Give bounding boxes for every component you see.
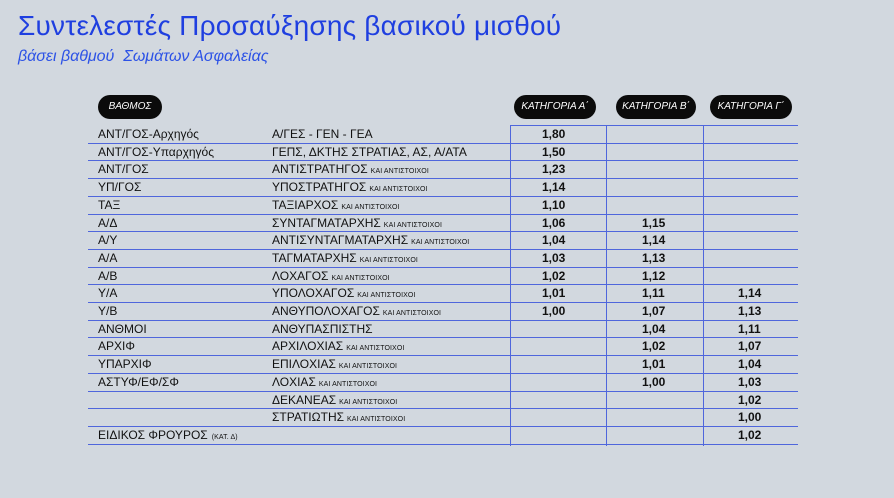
rank-cell xyxy=(98,427,238,444)
table-row xyxy=(0,179,894,196)
rank-cell xyxy=(98,126,199,143)
table-row xyxy=(0,321,894,338)
equivalent-rank-label: ΑΡΧΙΛΟΧΙΑΣ xyxy=(272,339,344,354)
rank-label: ΑΝΤ/ΓΟΣ xyxy=(98,162,149,177)
equivalent-rank-label: ΤΑΓΜΑΤΑΡΧΗΣ xyxy=(272,250,357,265)
table-row xyxy=(0,356,894,373)
rank-label: ΑΝΘΜΟΙ xyxy=(98,321,147,336)
table-row xyxy=(0,285,894,302)
category-b-value: 1,00 xyxy=(642,374,666,389)
table-row xyxy=(0,338,894,355)
equivalent-rank-cell xyxy=(272,161,429,178)
category-a-value: 1,03 xyxy=(542,250,566,265)
category-c-value: 1,14 xyxy=(738,286,762,301)
rank-label: Υ/Α xyxy=(98,286,118,301)
equivalent-rank-label: ΕΠΙΛΟΧΙΑΣ xyxy=(272,357,336,372)
equivalent-rank-label: ΑΝΘΥΠΑΣΠΙΣΤΗΣ xyxy=(272,321,373,336)
equivalent-note: ΚΑΙ ΑΝΤΙΣΤΟΙΧΟΙ xyxy=(341,203,400,211)
table-row xyxy=(0,197,894,214)
category-a-value: 1,10 xyxy=(542,197,566,212)
equivalent-note: ΚΑΙ ΑΝΤΙΣΤΟΙΧΟΙ xyxy=(383,221,443,229)
equivalent-rank-cell xyxy=(272,356,397,373)
rank-label: ΑΝΤ/ΓΟΣ-Υπαρχηγός xyxy=(98,144,214,159)
table-row xyxy=(0,215,894,232)
equivalent-rank-cell xyxy=(272,215,442,232)
category-c-value: 1,00 xyxy=(738,410,762,425)
equivalent-rank-label: ΔΕΚΑΝΕΑΣ xyxy=(272,392,337,407)
equivalent-note: ΚΑΙ ΑΝΤΙΣΤΟΙΧΟΙ xyxy=(357,292,416,300)
row-divider xyxy=(88,444,798,445)
equivalent-rank-cell xyxy=(272,179,428,196)
rank-cell xyxy=(98,303,117,320)
equivalent-rank-label: Α/ΓΕΣ - ΓΕΝ - ΓΕΑ xyxy=(272,127,373,141)
equivalent-note: ΚΑΙ ΑΝΤΙΣΤΟΙΧΟΙ xyxy=(411,239,470,247)
category-a-value: 1,06 xyxy=(542,215,566,230)
equivalent-rank-label: ΥΠΟΣΤΡΑΤΗΓΟΣ xyxy=(272,180,367,195)
table-row xyxy=(0,268,894,285)
equivalent-note: ΚΑΙ ΑΝΤΙΣΤΟΙΧΟΙ xyxy=(338,363,398,371)
category-c-value: 1,03 xyxy=(738,374,762,389)
rank-label: Α/Α xyxy=(98,250,118,265)
equivalent-rank-label: ΤΑΞΙΑΡΧΟΣ xyxy=(272,197,339,212)
table-row xyxy=(0,427,894,444)
rank-cell xyxy=(98,215,117,232)
rank-label: ΥΠΑΡΧΙΦ xyxy=(98,357,152,372)
rank-cell xyxy=(98,321,147,338)
page-subtitle: βάσει βαθμού Σωμάτων Ασφαλείας xyxy=(18,48,269,65)
rank-note: (ΚΑΤ. Δ) xyxy=(211,433,238,441)
table-row xyxy=(0,409,894,426)
rank-cell xyxy=(98,250,117,267)
header-cat-b-pill: ΚΑΤΗΓΟΡΙΑ Β΄ xyxy=(616,95,696,119)
rank-label: ΥΠ/ΓΟΣ xyxy=(98,180,142,195)
header-rank-pill: ΒΑΘΜΟΣ xyxy=(98,95,162,119)
equivalent-note: ΚΑΙ ΑΝΤΙΣΤΟΙΧΟΙ xyxy=(318,380,378,388)
page-title: Συντελεστές Προσαύξησης βασικού μισθού xyxy=(18,10,562,41)
equivalent-rank-cell xyxy=(272,392,397,409)
category-a-value: 1,02 xyxy=(542,268,566,283)
rank-label: ΑΝΤ/ΓΟΣ-Αρχηγός xyxy=(98,127,199,141)
rank-label: ΑΡΧΙΦ xyxy=(98,339,135,354)
header-cat-a-pill: ΚΑΤΗΓΟΡΙΑ Α΄ xyxy=(514,95,596,119)
category-a-value: 1,80 xyxy=(542,127,566,141)
header-cat-c-pill: ΚΑΤΗΓΟΡΙΑ Γ΄ xyxy=(710,95,792,119)
category-c-value: 1,02 xyxy=(738,427,762,442)
category-b-value: 1,01 xyxy=(642,357,666,372)
table-row xyxy=(0,161,894,178)
equivalent-rank-cell xyxy=(272,285,415,302)
equivalent-rank-label: ΣΥΝΤΑΓΜΑΤΑΡΧΗΣ xyxy=(272,215,381,230)
category-a-value: 1,50 xyxy=(542,144,566,159)
equivalent-rank-cell xyxy=(272,250,418,267)
category-b-value: 1,02 xyxy=(642,339,666,354)
rank-cell xyxy=(98,232,117,249)
category-a-value: 1,04 xyxy=(542,233,566,248)
equivalent-rank-label: ΓΕΠΣ, ΔΚΤΗΣ ΣΤΡΑΤΙΑΣ, ΑΣ, Α/ΑΤΑ xyxy=(272,144,467,159)
equivalent-rank-cell xyxy=(272,268,390,285)
category-b-value: 1,13 xyxy=(642,250,666,265)
table-row xyxy=(0,250,894,267)
category-c-value: 1,13 xyxy=(738,304,762,318)
equivalent-note: ΚΑΙ ΑΝΤΙΣΤΟΙΧΟΙ xyxy=(346,345,405,353)
equivalent-note: ΚΑΙ ΑΝΤΙΣΤΟΙΧΟΙ xyxy=(339,398,398,406)
category-c-value: 1,11 xyxy=(738,321,761,336)
equivalent-note: ΚΑΙ ΑΝΤΙΣΤΟΙΧΟΙ xyxy=(347,416,406,424)
rank-cell xyxy=(98,197,120,214)
rank-cell xyxy=(98,338,135,355)
category-b-value: 1,07 xyxy=(642,304,666,318)
table-row xyxy=(0,232,894,249)
equivalent-rank-cell xyxy=(272,321,373,338)
category-c-value: 1,02 xyxy=(738,392,762,407)
equivalent-note: ΚΑΙ ΑΝΤΙΣΤΟΙΧΟΙ xyxy=(370,168,429,176)
rank-label: Υ/Β xyxy=(98,304,118,318)
category-b-value: 1,12 xyxy=(642,268,666,283)
table-row xyxy=(0,392,894,409)
rank-label: ΑΣΤΥΦ/ΕΦ/ΣΦ xyxy=(98,374,179,389)
equivalent-rank-cell xyxy=(272,197,400,214)
equivalent-rank-label: ΥΠΟΛΟΧΑΓΟΣ xyxy=(272,286,355,301)
rank-cell xyxy=(98,356,152,373)
table-row xyxy=(0,374,894,391)
equivalent-rank-label: ΑΝΤΙΣΥΝΤΑΓΜΑΤΑΡΧΗΣ xyxy=(272,233,409,248)
equivalent-note: ΚΑΙ ΑΝΤΙΣΤΟΙΧΟΙ xyxy=(331,274,390,282)
category-c-value: 1,04 xyxy=(738,357,762,372)
table-row xyxy=(0,144,894,161)
rank-label: Α/Υ xyxy=(98,233,118,248)
equivalent-rank-cell xyxy=(272,232,469,249)
rank-cell xyxy=(98,144,214,161)
rank-label: ΕΙΔΙΚΟΣ ΦΡΟΥΡΟΣ xyxy=(98,427,208,442)
equivalent-rank-cell xyxy=(272,126,373,143)
category-c-value: 1,07 xyxy=(738,339,762,354)
category-b-value: 1,04 xyxy=(642,321,666,336)
category-a-value: 1,01 xyxy=(542,286,566,301)
rank-cell xyxy=(98,179,141,196)
table-row xyxy=(0,126,894,143)
rank-cell xyxy=(98,161,149,178)
equivalent-rank-label: ΑΝΘΥΠΟΛΟΧΑΓΟΣ xyxy=(272,304,380,318)
equivalent-note: ΚΑΙ ΑΝΤΙΣΤΟΙΧΟΙ xyxy=(359,256,418,264)
category-a-value: 1,00 xyxy=(542,304,566,318)
category-b-value: 1,11 xyxy=(642,286,665,301)
equivalent-rank-cell xyxy=(272,338,404,355)
rank-cell xyxy=(98,374,179,391)
equivalent-rank-label: ΛΟΧΙΑΣ xyxy=(272,374,316,389)
equivalent-rank-cell xyxy=(272,303,441,320)
equivalent-rank-cell xyxy=(272,144,467,161)
table-row xyxy=(0,303,894,320)
category-b-value: 1,14 xyxy=(642,233,666,248)
equivalent-rank-cell xyxy=(272,374,377,391)
equivalent-rank-label: ΛΟΧΑΓΟΣ xyxy=(272,268,329,283)
equivalent-rank-label: ΣΤΡΑΤΙΩΤΗΣ xyxy=(272,410,345,425)
equivalent-note: ΚΑΙ ΑΝΤΙΣΤΟΙΧΟΙ xyxy=(369,186,428,194)
equivalent-note: ΚΑΙ ΑΝΤΙΣΤΟΙΧΟΙ xyxy=(382,310,442,317)
category-a-value: 1,14 xyxy=(542,180,566,195)
rank-label: Α/Β xyxy=(98,268,118,283)
rank-cell xyxy=(98,268,117,285)
category-b-value: 1,15 xyxy=(642,215,666,230)
equivalent-rank-cell xyxy=(272,409,405,426)
equivalent-rank-label: ΑΝΤΙΣΤΡΑΤΗΓΟΣ xyxy=(272,162,368,177)
rank-label: ΤΑΞ xyxy=(98,197,121,212)
rank-label: Α/Δ xyxy=(98,215,118,230)
rank-cell xyxy=(98,285,117,302)
category-a-value: 1,23 xyxy=(542,162,566,177)
